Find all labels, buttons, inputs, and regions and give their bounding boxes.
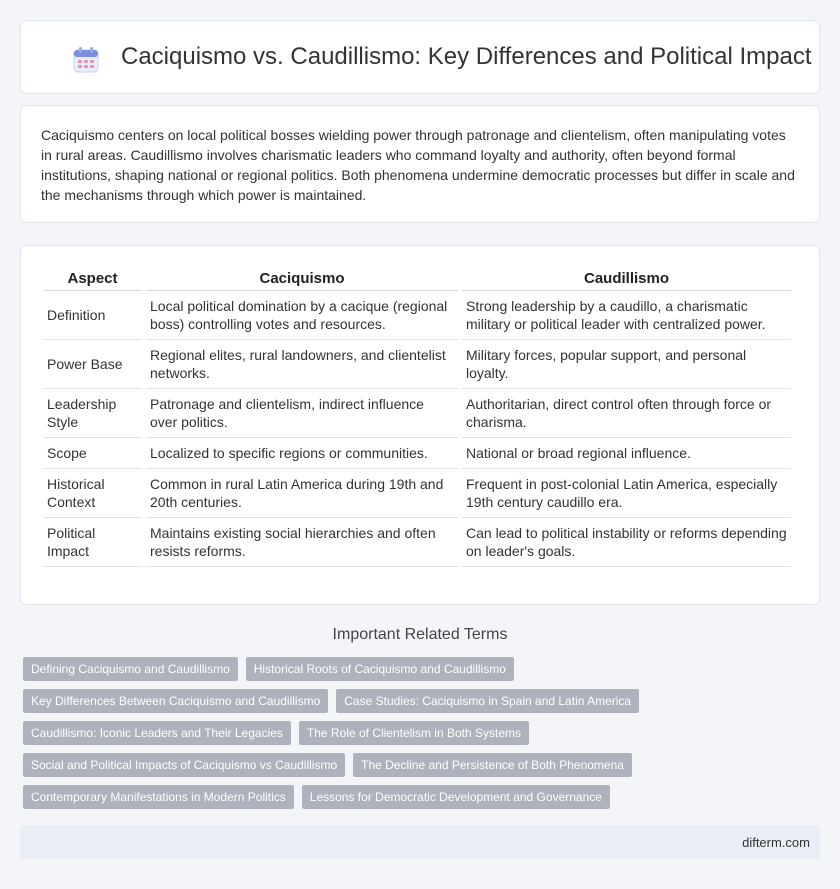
table-row xyxy=(43,518,791,567)
table-row xyxy=(43,438,791,469)
row-caudillismo: Frequent in post-colonial Latin America, especially 19th century caudillo era. xyxy=(462,469,791,518)
page-title: Caciquismo vs. Caudillismo: Key Differences and Political Impact xyxy=(121,43,812,70)
row-caudillismo: Authoritarian, direct control often through force or charisma. xyxy=(462,389,791,438)
row-caudillismo: Military forces, popular support, and personal loyalty. xyxy=(462,340,791,389)
table-row xyxy=(43,340,791,389)
related-term-tag[interactable]: The Role of Clientelism in Both Systems xyxy=(299,721,529,745)
row-caudillismo: National or broad regional influence. xyxy=(462,438,791,469)
row-aspect: Power Base xyxy=(43,340,142,389)
related-terms-title: Important Related Terms xyxy=(332,626,508,643)
comparison-table xyxy=(39,264,795,567)
row-aspect: Definition xyxy=(43,291,142,340)
row-aspect: Leadership Style xyxy=(43,389,142,438)
row-aspect: Political Impact xyxy=(43,518,142,567)
footer xyxy=(20,825,820,859)
tag-row xyxy=(23,785,823,809)
footer-site-link[interactable]: difterm.com xyxy=(742,835,810,850)
header-caudillismo: Caudillismo xyxy=(462,264,791,291)
table-row xyxy=(43,389,791,438)
tag-row xyxy=(23,689,823,713)
related-term-tag[interactable]: Historical Roots of Caciquismo and Caudillismo xyxy=(246,657,514,681)
header-aspect: Aspect xyxy=(43,264,142,291)
related-term-tag[interactable]: Caudillismo: Iconic Leaders and Their Legacies xyxy=(23,721,291,745)
row-caciquismo: Patronage and clientelism, indirect influence over politics. xyxy=(146,389,458,438)
table-row xyxy=(43,291,791,340)
related-term-tag[interactable]: The Decline and Persistence of Both Phenomena xyxy=(353,753,632,777)
intro-text: Caciquismo centers on local political bosses wielding power through patronage and clientelism, often manipulating votes in rural areas. Caudillismo involves charismatic leaders who command loyalty and authority, often beyond formal institutions, shaping national or regional politics. Both phenomena undermine democratic processes but differ in scale and the mechanisms through which power is maintained. xyxy=(41,127,795,203)
intro-card xyxy=(20,105,820,223)
related-term-tag[interactable]: Defining Caciquismo and Caudillismo xyxy=(23,657,238,681)
row-caudillismo: Can lead to political instability or reforms depending on leader's goals. xyxy=(462,518,791,567)
related-term-tag[interactable]: Social and Political Impacts of Caciquismo vs Caudillismo xyxy=(23,753,345,777)
header-caciquismo: Caciquismo xyxy=(146,264,458,291)
header-card xyxy=(20,20,820,94)
related-term-tag[interactable]: Contemporary Manifestations in Modern Politics xyxy=(23,785,294,809)
row-caudillismo: Strong leadership by a caudillo, a charismatic military or political leader with centralized power. xyxy=(462,291,791,340)
related-term-tag[interactable]: Key Differences Between Caciquismo and Caudillismo xyxy=(23,689,328,713)
related-terms-list xyxy=(23,657,823,817)
calendar-icon xyxy=(72,46,100,74)
row-caciquismo: Regional elites, rural landowners, and clientelist networks. xyxy=(146,340,458,389)
table-header-row xyxy=(43,264,791,291)
row-caciquismo: Maintains existing social hierarchies and often resists reforms. xyxy=(146,518,458,567)
row-aspect: Scope xyxy=(43,438,142,469)
comparison-card xyxy=(20,245,820,605)
tag-row xyxy=(23,753,823,777)
related-term-tag[interactable]: Lessons for Democratic Development and Governance xyxy=(302,785,610,809)
related-term-tag[interactable]: Case Studies: Caciquismo in Spain and Latin America xyxy=(336,689,639,713)
tag-row xyxy=(23,721,823,745)
row-caciquismo: Localized to specific regions or communities. xyxy=(146,438,458,469)
row-caciquismo: Local political domination by a cacique (regional boss) controlling votes and resources. xyxy=(146,291,458,340)
tag-row xyxy=(23,657,823,681)
table-row xyxy=(43,469,791,518)
row-caciquismo: Common in rural Latin America during 19th and 20th centuries. xyxy=(146,469,458,518)
row-aspect: Historical Context xyxy=(43,469,142,518)
